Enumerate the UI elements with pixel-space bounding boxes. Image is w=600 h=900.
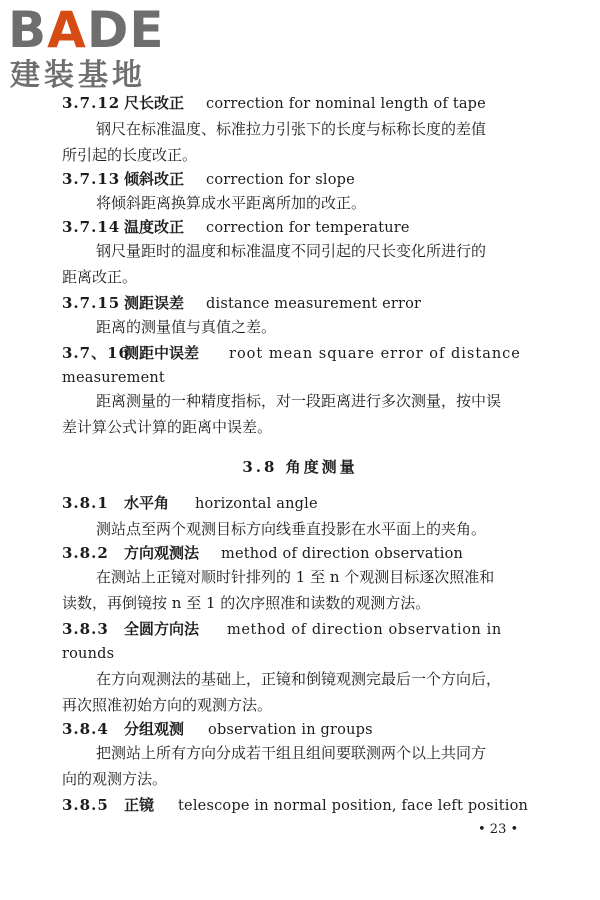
entry-3-7-12: 3.7.12 尺长改正 correction for nominal length of tape [62, 94, 486, 112]
section-heading-3-8: 3.8 角度测量 [242, 458, 358, 476]
entry-3-8-3-def-2: 再次照准初始方向的观测方法。 [62, 696, 273, 714]
entry-3-8-4-def-2: 向的观测方法。 [62, 770, 168, 788]
entry-3-7-14-def-1: 钢尺量距时的温度和标准温度不同引起的尺长变化所进行的 [96, 242, 487, 260]
entry-3-7-15-def-1: 距离的测量值与真值之差。 [96, 318, 277, 336]
entry-3-8-4-def-1: 把测站上所有方向分成若干组且组间要联测两个以上共同方 [96, 744, 487, 762]
entry-3-7-16-def-2: 差计算公式计算的距离中误差。 [62, 418, 273, 436]
entry-3-7-12-def-2: 所引起的长度改正。 [62, 146, 198, 164]
entry-3-7-14: 3.7.14 温度改正 correction for temperature [62, 218, 410, 236]
entry-3-8-2-def-2: 读数，再倒镜按 n 至 1 的次序照准和读数的观测方法。 [62, 594, 431, 612]
entry-3-8-1: 3.8.1 水平角 horizontal angle [62, 494, 318, 512]
logo-brand: BADE [8, 1, 165, 59]
entry-3-8-2-def-1: 在测站上正镜对顺时针排列的 1 至 n 个观测目标逐次照准和 [96, 568, 495, 586]
entry-3-8-3: 3.8.3 全圆方向法 method of direction observation in [62, 620, 502, 638]
bade-logo [8, 1, 178, 94]
entry-3-8-1-def-1: 测站点至两个观测目标方向线垂直投影在水平面上的夹角。 [96, 520, 487, 538]
entry-3-7-16: 3.7、16测距中误差 root mean square error of distance [62, 344, 521, 362]
entry-3-8-4: 3.8.4 分组观测 observation in groups [62, 720, 373, 738]
page-number: • 23 • [478, 822, 519, 837]
entry-3-7-13-def-1: 将倾斜距离换算成水平距离所加的改正。 [96, 194, 367, 212]
entry-3-8-2: 3.8.2 方向观测法 method of direction observation [62, 544, 464, 562]
entry-3-7-16-en-cont: measurement [62, 370, 165, 386]
entry-3-7-16-def-1: 距离测量的一种精度指标，对一段距离进行多次测量，按中误 [96, 392, 502, 410]
entry-3-8-3-def-1: 在方向观测法的基础上，正镜和倒镜观测完最后一个方向后， [96, 670, 502, 688]
entry-3-8-3-en-cont: rounds [62, 646, 115, 662]
entry-3-8-5: 3.8.5 正镜 telescope in normal position, face left position [62, 796, 529, 814]
logo-subtitle: 建装基地 [10, 58, 146, 93]
entry-3-7-15: 3.7.15 测距误差 distance measurement error [62, 294, 422, 312]
entry-3-7-12-def-1: 钢尺在标准温度、标准拉力引张下的长度与标称长度的差值 [96, 120, 487, 138]
entry-3-7-13: 3.7.13 倾斜改正 correction for slope [62, 170, 355, 188]
entry-3-7-14-def-2: 距离改正。 [62, 268, 138, 286]
